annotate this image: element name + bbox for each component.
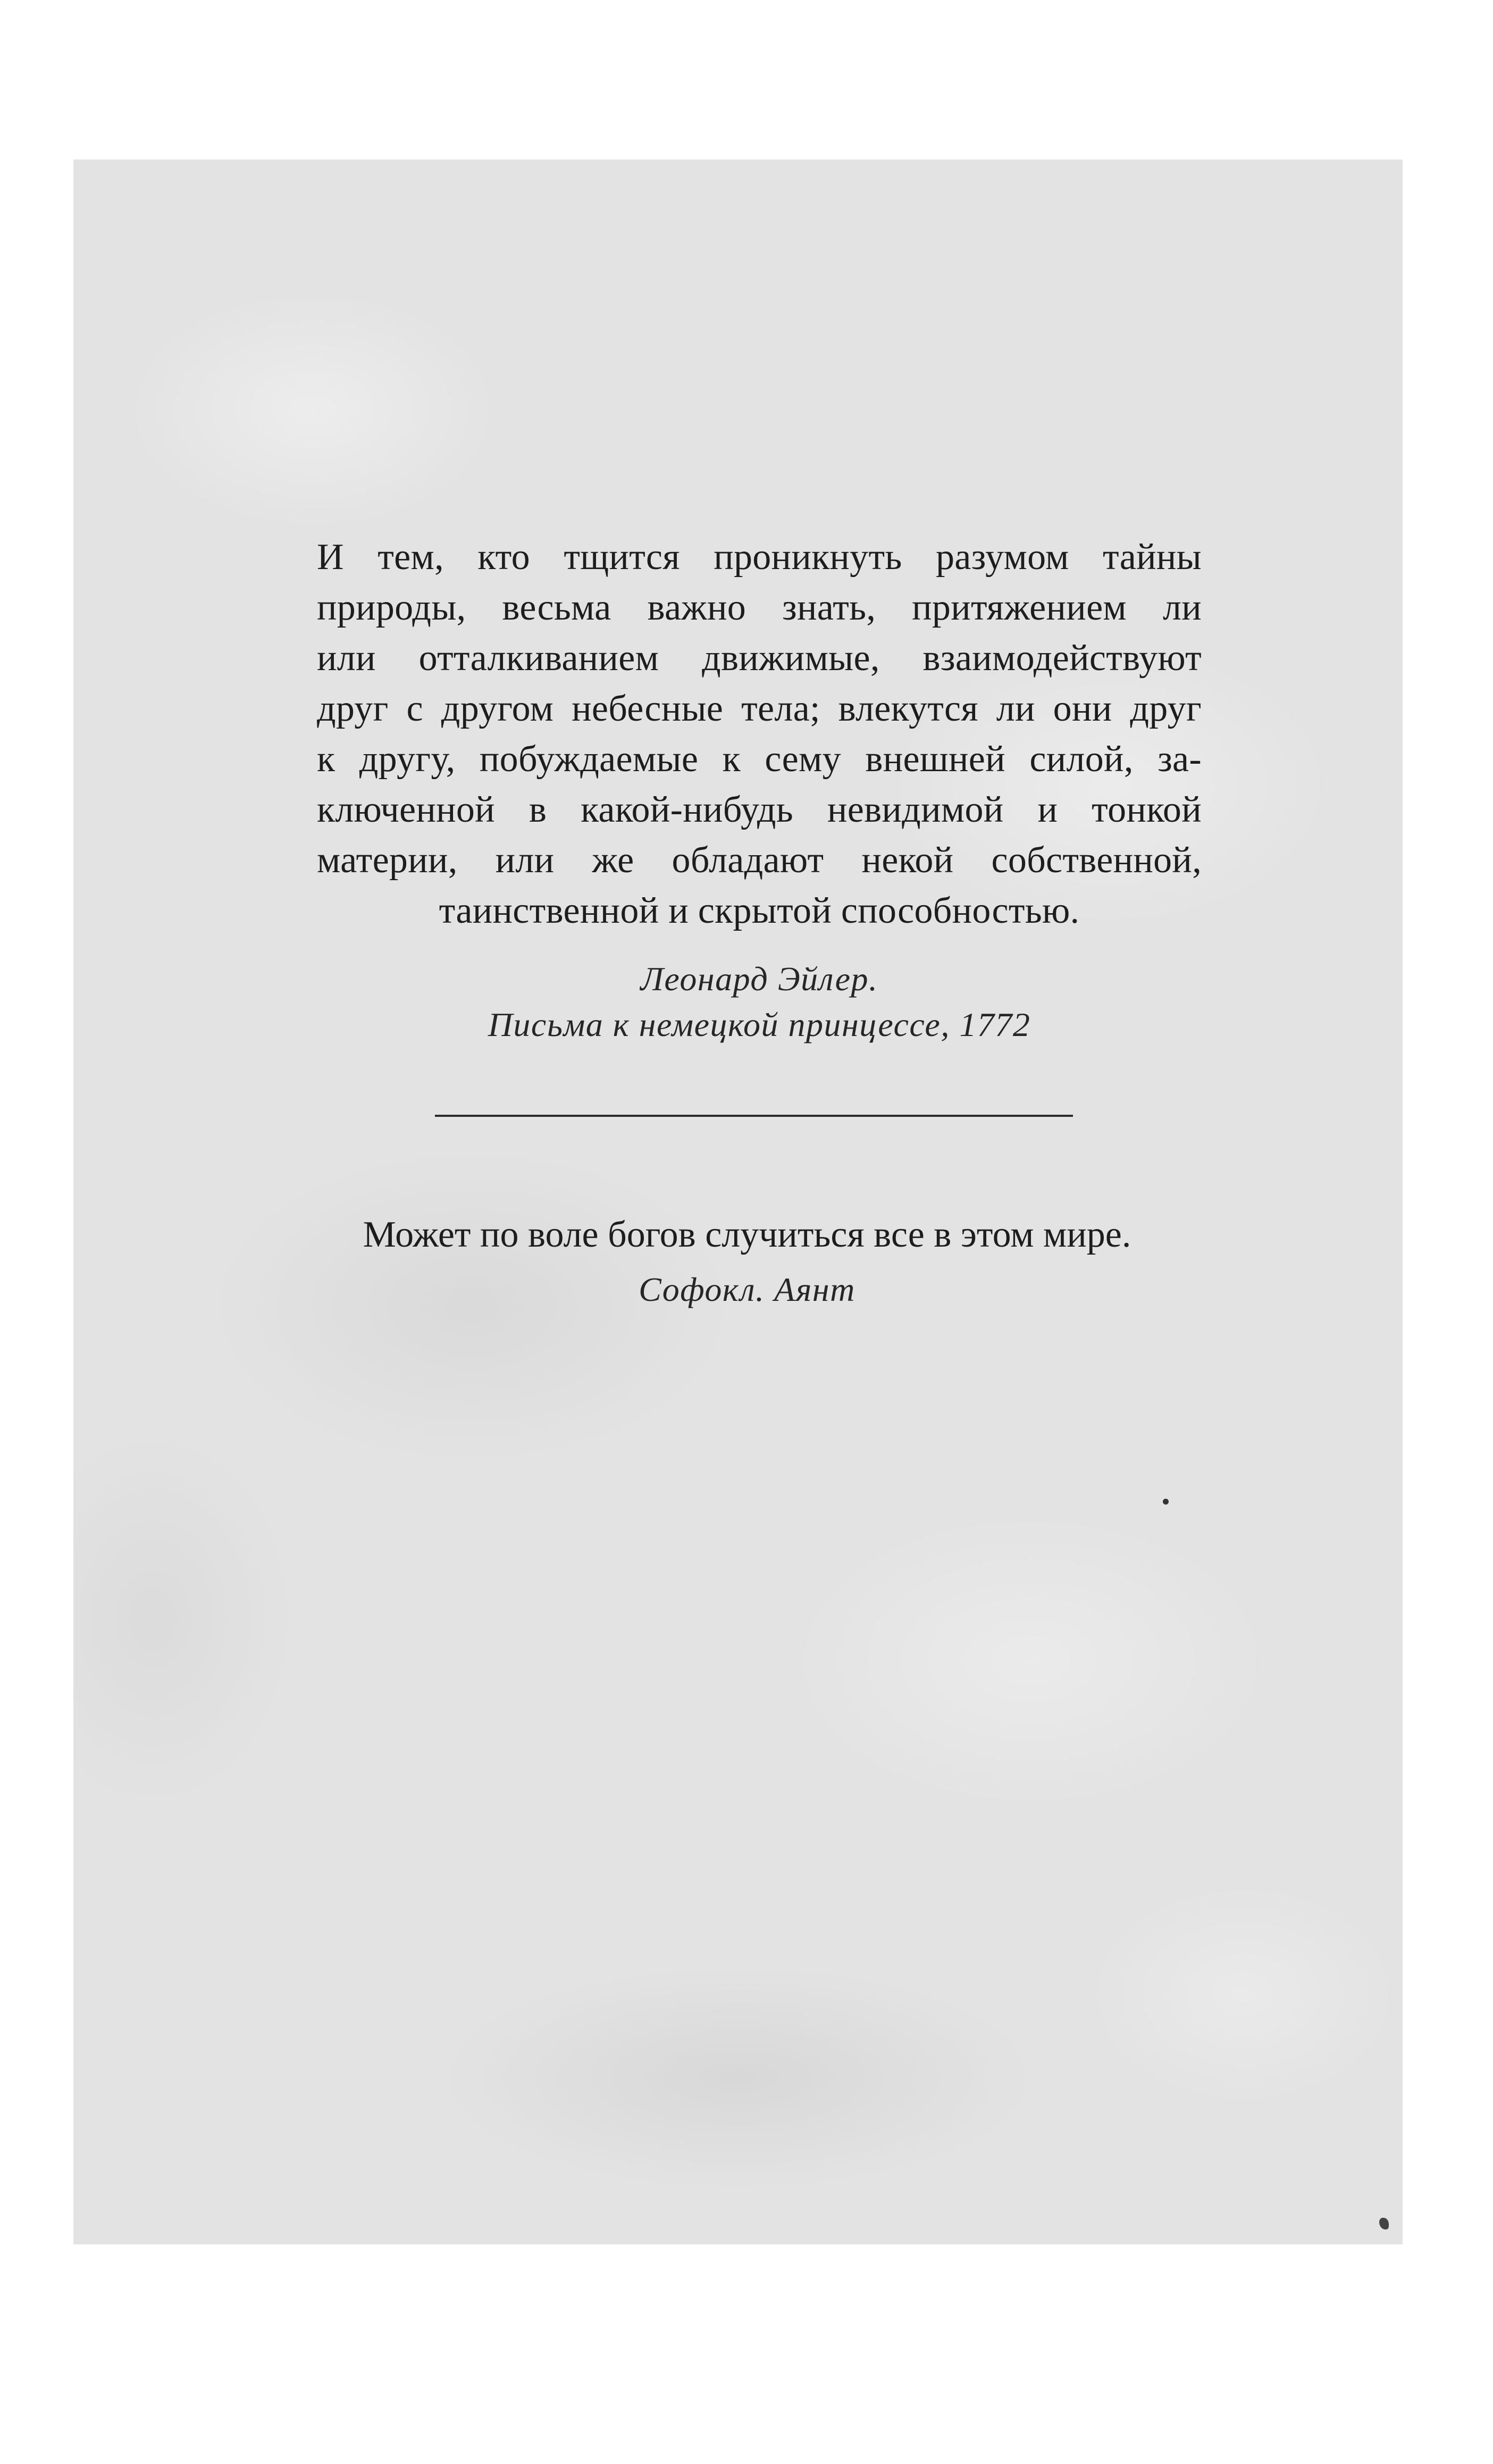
quote-line: природы, весьма важно знать, притяжением ли <box>317 587 1202 628</box>
epigraph-sophocles-attribution: Софокл. Аянт <box>639 1271 855 1308</box>
epigraph-sophocles-text: Может по воле богов случиться все в этом мире. <box>363 1214 1131 1255</box>
quote-line: материи, или же обладают некой собственной, <box>317 840 1202 881</box>
quote-line: И тем, кто тщится проникнуть разумом тайны <box>317 537 1202 578</box>
divider-rule <box>435 1115 1073 1117</box>
epigraph-sophocles <box>266 1210 1228 1313</box>
paper-background <box>73 160 1403 2244</box>
ink-speck <box>1163 1499 1169 1505</box>
quote-line: таинственной и скрытой способностью. <box>439 890 1080 931</box>
quote-line: ключенной в какой-нибудь невидимой и тонкой <box>317 789 1202 830</box>
quote-line: друг с другом небесные тела; влекутся ли они друг <box>317 688 1202 729</box>
epigraph-euler-attribution <box>317 956 1202 1048</box>
epigraph-euler-text <box>317 532 1202 936</box>
attribution-author: Леонард Эйлер. <box>640 960 878 998</box>
quote-line: или отталкиванием движимые, взаимодействуют <box>317 638 1202 679</box>
quote-line: к другу, побуждаемые к сему внешней силой, за- <box>317 739 1202 780</box>
epigraph-euler <box>317 532 1202 1048</box>
attribution-source: Письма к немецкой принцессе, 1772 <box>488 1006 1031 1043</box>
